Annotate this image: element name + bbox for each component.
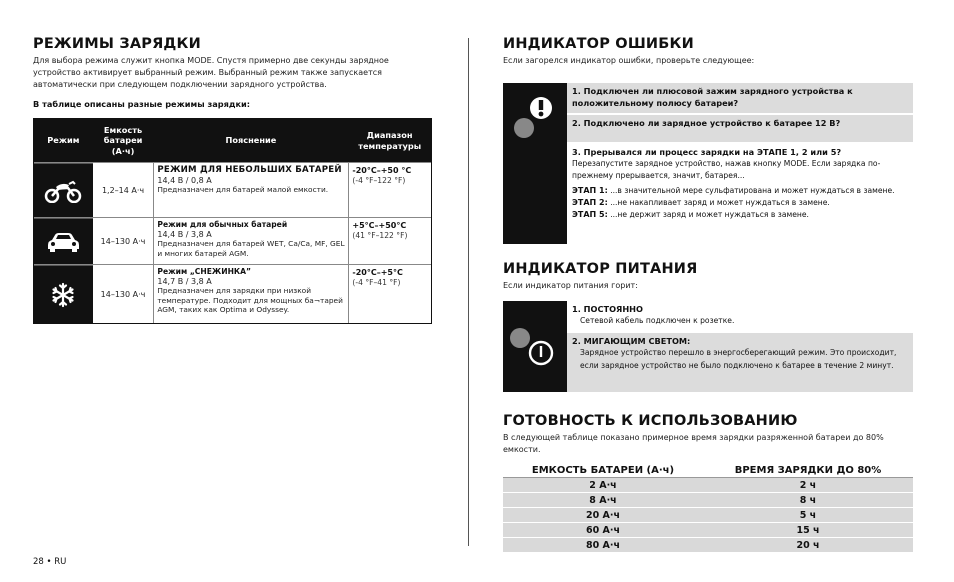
table-row <box>34 162 431 217</box>
temp-fahrenheit: (-4 °F–41 °F) <box>352 278 401 287</box>
check-item-3 <box>567 142 913 223</box>
right-column <box>503 36 913 553</box>
temperature-cell <box>348 163 431 217</box>
header-capacity: Емкость батареи (А·ч) <box>103 124 143 156</box>
temp-celsius: -20°C–+50 °C <box>352 166 412 175</box>
check-item-3-text: Перезапустите зарядное устройство, нажав кнопку MODE. Если зарядка по-прежнему прерывается, значит, батарея... <box>572 159 881 180</box>
etap-1: ЭТАП 1: ...в значительной мере сульфатирована и может нуждаться в замене. <box>572 186 895 195</box>
section-title: РЕЖИМЫ ЗАРЯДКИ <box>33 36 201 52</box>
power-state-2: 2. МИГАЮЩИМ СВЕТОМ: Зарядное устройство перешло в энергосберегающий режим. Это происходит, если зарядное устройство не было подключено к батарее в течение 2 минут. <box>567 333 913 392</box>
motorcycle-icon <box>34 163 93 217</box>
column-divider <box>468 38 469 546</box>
error-indicator-intro: Если загорелся индикатор ошибки, проверьте следующее: <box>503 56 755 65</box>
mode-spec: 14,7 В / 3,8 А <box>157 276 212 286</box>
mode-spec: 14,4 В / 0,8 А <box>157 175 212 185</box>
temp-celsius: +5°C–+50°C <box>352 221 407 230</box>
temp-fahrenheit: (41 °F–122 °F) <box>352 231 408 240</box>
power-states <box>567 301 913 392</box>
check-item-2: 2. Подключено ли зарядное устройство к батарее 12 В? <box>567 115 913 142</box>
mode-name: Режим „СНЕЖИНКА” <box>157 267 252 276</box>
header-battery-capacity: ЕМКОСТЬ БАТАРЕИ (А·ч) <box>531 465 675 476</box>
readiness-intro: В следующей таблице показано примерное время зарядки разряженной батареи до 80% емкости. <box>503 433 884 454</box>
check-item-3-title: 3. Прерывался ли процесс зарядки на ЭТАПЕ 1, 2 или 5? <box>572 147 842 157</box>
mode-note: Предназначен для батарей малой емкости. <box>157 185 329 195</box>
mode-note: Предназначен для зарядки при низкой температуре. Подходит для мощных ба¬тарей AGM, таких как Optima и Odyssey. <box>157 286 343 315</box>
power-indicator-icon <box>503 301 567 392</box>
charge-time-table <box>503 464 913 553</box>
description-cell <box>153 218 348 264</box>
mode-name: Режим для обычных батарей <box>157 220 288 229</box>
description-cell <box>153 163 348 217</box>
table-row: 80 А·ч 20 ч <box>503 538 913 553</box>
temperature-cell <box>348 265 431 323</box>
page-footer: 28 • RU <box>33 557 67 567</box>
check-item-1: 1. Подключен ли плюсовой зажим зарядного устройства к положительному полюсу батареи? <box>567 83 913 113</box>
charging-modes-section <box>33 36 431 324</box>
car-icon <box>34 218 93 264</box>
temp-celsius: -20°C–+5°C <box>352 268 403 277</box>
mode-spec: 14,4 В / 3,8 А <box>157 229 212 239</box>
capacity-cell: 1,2–14 А·ч <box>101 185 145 195</box>
table-row: 2 А·ч 2 ч <box>503 478 913 493</box>
power-indicator-panel <box>503 301 567 392</box>
etap-5: ЭТАП 5: ...не держит заряд и может нуждаться в замене. <box>572 210 809 219</box>
modes-table-header <box>34 119 431 162</box>
table-caption: В таблице описаны разные режимы зарядки: <box>33 99 251 109</box>
table-row: 20 А·ч 5 ч <box>503 508 913 523</box>
error-checklist <box>567 83 913 244</box>
temperature-cell <box>348 218 431 264</box>
header-mode: Режим <box>47 135 80 146</box>
table-row <box>34 264 431 323</box>
description-cell <box>153 265 348 323</box>
temp-fahrenheit: (-4 °F–122 °F) <box>352 176 406 185</box>
power-indicator-box <box>503 301 913 392</box>
power-indicator-title: ИНДИКАТОР ПИТАНИЯ <box>503 261 698 277</box>
section-intro: Для выбора режима служит кнопка MODE. Спустя примерно две секунды зарядное устройство активирует выбранный режим. Выбранный режим также запускается автоматически при следующем подключении зарядного устройства. <box>33 56 389 89</box>
power-state-1: 1. ПОСТОЯННО Сетевой кабель подключен к розетке. <box>567 301 913 333</box>
capacity-cell: 14–130 А·ч <box>100 236 146 246</box>
charge-time-header <box>503 464 913 478</box>
etap-2: ЭТАП 2: ...не накапливает заряд и может нуждаться в замене. <box>572 198 830 207</box>
modes-table <box>33 118 432 324</box>
error-indicator-panel <box>503 83 567 244</box>
error-indicator-icon <box>503 83 567 240</box>
mode-note: Предназначен для батарей WET, Ca/Ca, MF, GEL и многих батарей AGM. <box>157 239 345 258</box>
table-row: 8 А·ч 8 ч <box>503 493 913 508</box>
header-temperature: Диапазон температуры <box>358 130 422 151</box>
readiness-title: ГОТОВНОСТЬ К ИСПОЛЬЗОВАНИЮ <box>503 413 798 429</box>
header-charge-time: ВРЕМЯ ЗАРЯДКИ ДО 80% <box>734 465 882 476</box>
error-indicator-title: ИНДИКАТОР ОШИБКИ <box>503 36 694 52</box>
table-row <box>34 217 431 264</box>
error-indicator-box <box>503 83 913 244</box>
header-description: Пояснение <box>225 135 277 146</box>
mode-name: РЕЖИМ ДЛЯ НЕБОЛЬШИХ БАТАРЕЙ <box>157 165 342 175</box>
snowflake-icon <box>34 265 93 323</box>
table-row: 60 А·ч 15 ч <box>503 523 913 538</box>
power-indicator-intro: Если индикатор питания горит: <box>503 281 638 290</box>
capacity-cell: 14–130 А·ч <box>100 289 146 299</box>
